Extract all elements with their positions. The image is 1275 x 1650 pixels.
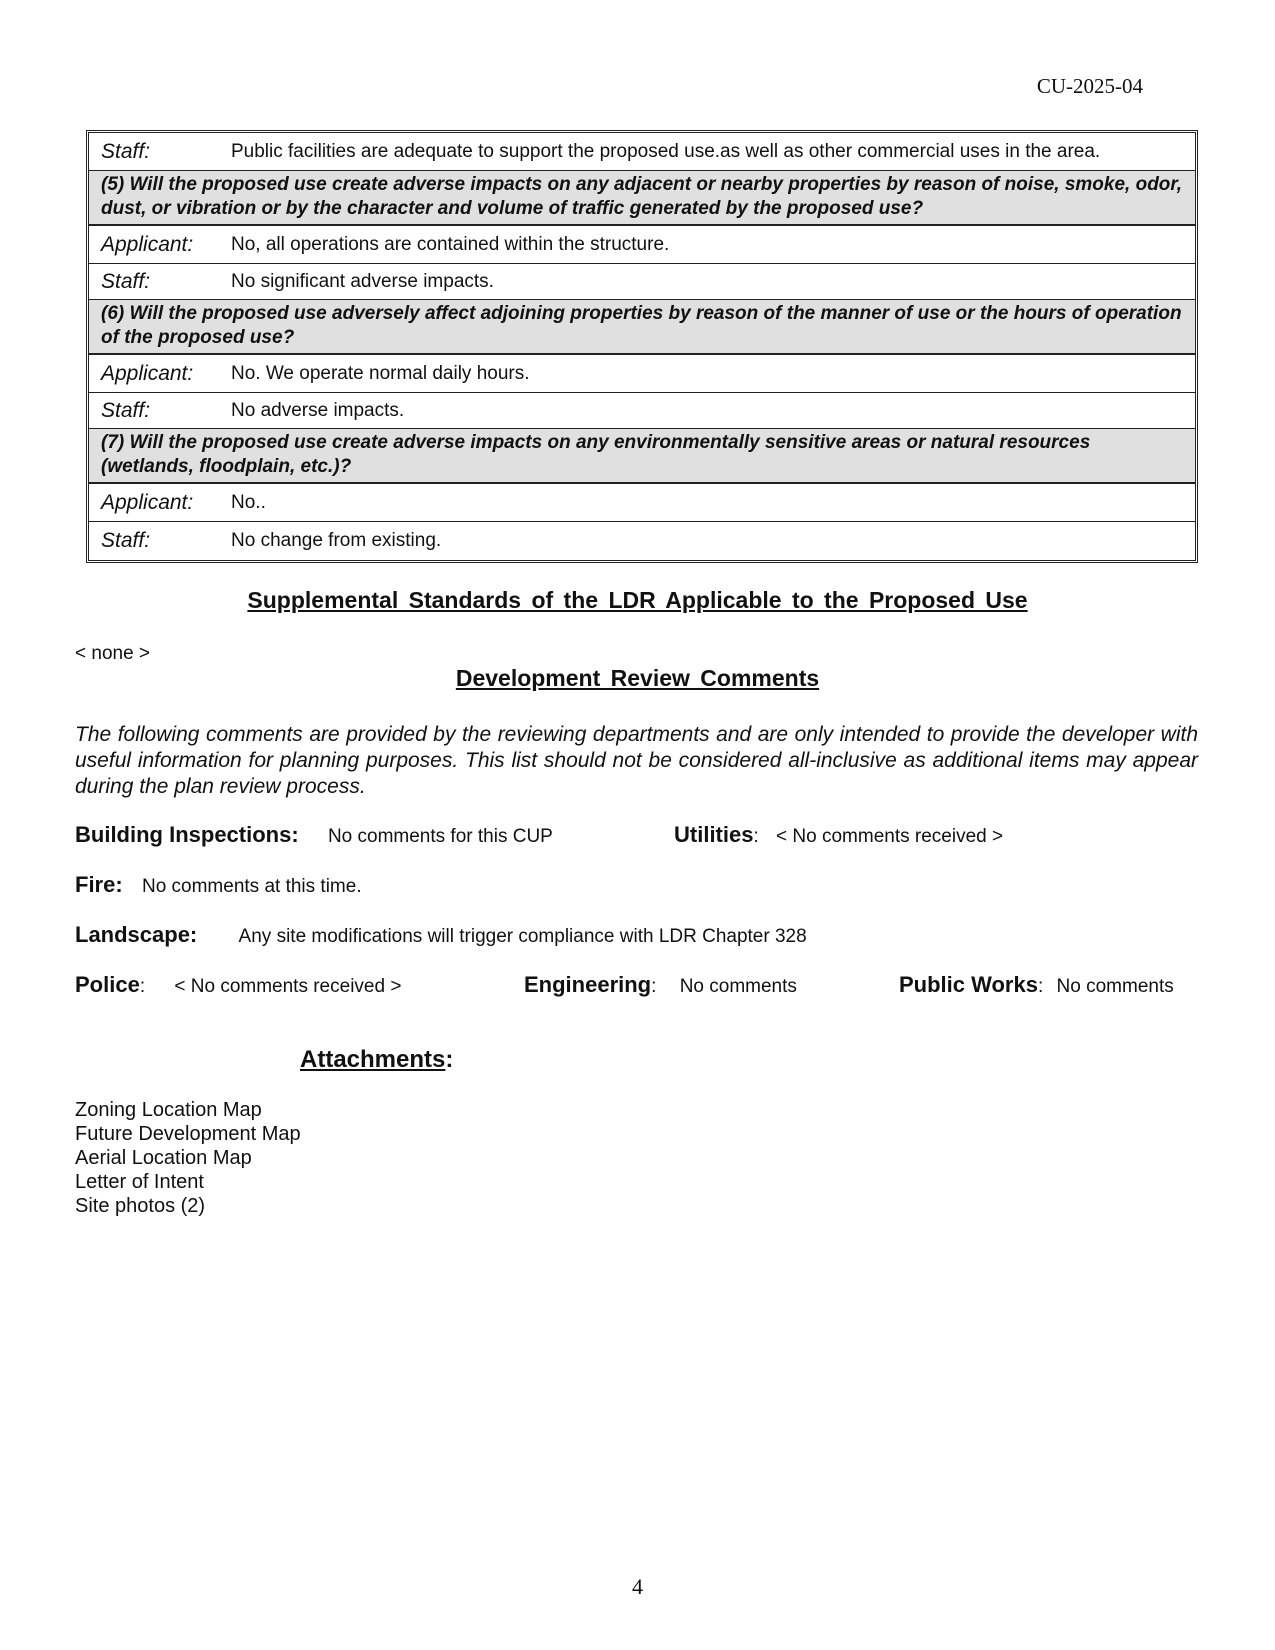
- supplemental-standards-value: < none >: [75, 643, 151, 664]
- staff-response: No change from existing.: [231, 530, 442, 551]
- applicant-row: [89, 355, 1195, 393]
- engineering-value: No comments: [679, 976, 797, 997]
- landscape-value: Any site modifications will trigger compliance with LDR Chapter 328: [238, 926, 807, 947]
- applicant-row: [89, 484, 1195, 522]
- attachments-heading: Attachments:: [300, 1046, 454, 1073]
- engineering-label: Engineering: [524, 972, 652, 997]
- staff-row: [89, 393, 1195, 429]
- building-inspections-value: No comments for this CUP: [327, 826, 553, 847]
- fire-label: Fire:: [75, 872, 123, 897]
- staff-label: Staff:: [101, 398, 151, 422]
- question-6: (6) Will the proposed use adversely affect adjoining properties by reason of the manner of use or the hours of operation of the proposed use?: [89, 300, 1195, 355]
- review-comments-heading: Development Review Comments: [455, 665, 820, 691]
- building-inspections-label: Building Inspections:: [75, 822, 299, 847]
- attachment-item: Aerial Location Map: [75, 1147, 252, 1169]
- staff-label: Staff:: [101, 269, 151, 293]
- fire-comment: [75, 872, 362, 898]
- staff-label: Staff:: [101, 139, 151, 163]
- fire-value: No comments at this time.: [141, 876, 362, 897]
- question-7: (7) Will the proposed use create adverse impacts on any environmentally sensitive areas or natural resources (wetlands, floodplain, etc.)?: [89, 429, 1195, 484]
- attachments-list: [75, 1098, 301, 1218]
- applicant-label: Applicant:: [101, 361, 194, 385]
- attachments-heading-text: Attachments: [300, 1046, 446, 1073]
- applicant-response: No, all operations are contained within the structure.: [231, 233, 670, 255]
- applicant-label: Applicant:: [101, 232, 194, 256]
- engineering-comment: Engineering: No comments: [524, 972, 797, 997]
- building-inspections-comment: [75, 822, 553, 848]
- staff-response: No significant adverse impacts.: [231, 270, 494, 292]
- attachment-item: Zoning Location Map: [75, 1099, 262, 1121]
- staff-response: No adverse impacts.: [231, 399, 405, 421]
- staff-row: [89, 133, 1195, 171]
- staff-response: Public facilities are adequate to support the proposed use.as well as other commercial uses in the area.: [231, 140, 1101, 162]
- review-intro-paragraph: The following comments are provided by the reviewing departments and are only intended to provide the developer with useful information for planning purposes. This list should not be considered all-inclusive as additional items may appear during the plan review process.: [75, 723, 1198, 798]
- landscape-comment: [75, 922, 807, 948]
- attachment-item: Site photos (2): [75, 1195, 206, 1217]
- staff-row: [89, 264, 1195, 300]
- staff-label: Staff:: [101, 529, 151, 552]
- attachment-item: Letter of Intent: [75, 1171, 204, 1193]
- applicant-label: Applicant:: [101, 490, 194, 514]
- supplemental-standards-heading: Supplemental Standards of the LDR Applicable to the Proposed Use: [247, 587, 1028, 613]
- question-5: (5) Will the proposed use create adverse impacts on any adjacent or nearby properties by reason of noise, smoke, odor, dust, or vibration or by the character and volume of traffic generated by the proposed use?: [89, 171, 1195, 226]
- staff-row: [89, 522, 1195, 560]
- utilities-label: Utilities: [674, 822, 754, 847]
- public-works-label: Public Works: [899, 972, 1038, 997]
- utilities-value: < No comments received >: [776, 826, 1004, 847]
- public-works-value: No comments: [1056, 976, 1174, 997]
- criteria-table: [86, 130, 1198, 563]
- public-works-comment: Public Works: No comments: [899, 972, 1174, 997]
- landscape-label: Landscape:: [75, 922, 198, 947]
- police-label: Police: [75, 972, 140, 997]
- applicant-response: No. We operate normal daily hours.: [231, 362, 530, 384]
- page-number: 4: [632, 1574, 643, 1599]
- police-value: < No comments received >: [174, 976, 402, 997]
- utilities-comment: Utilities: < No comments received >: [674, 822, 1004, 847]
- document-id: CU-2025-04: [1036, 74, 1143, 98]
- attachment-item: Future Development Map: [75, 1123, 301, 1145]
- applicant-response: No..: [231, 491, 266, 513]
- applicant-row: [89, 226, 1195, 264]
- police-comment: Police: < No comments received >: [75, 972, 402, 997]
